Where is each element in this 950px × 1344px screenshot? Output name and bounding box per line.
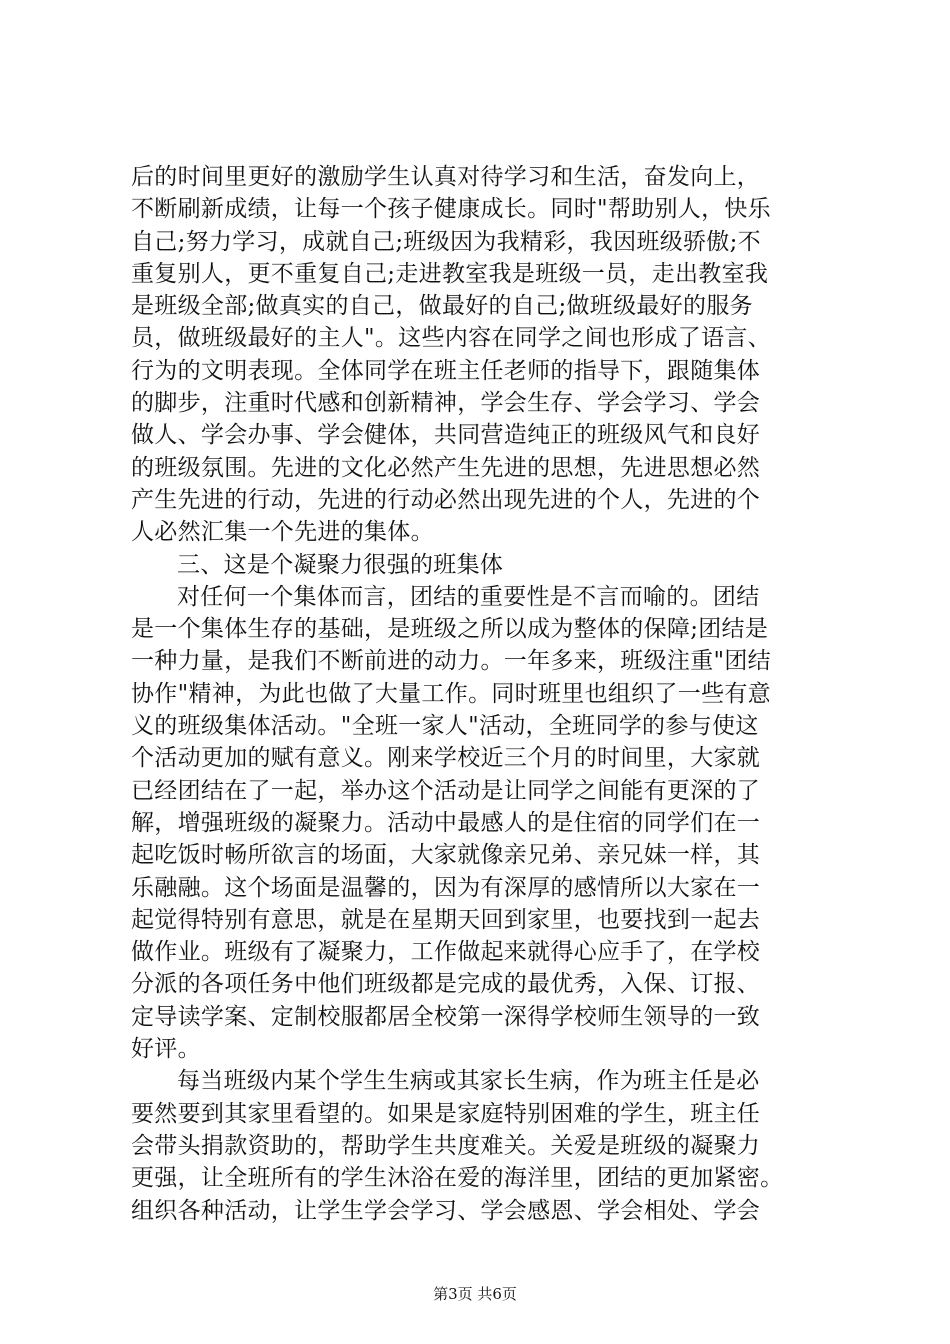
text-line: 的脚步，注重时代感和创新精神，学会生存、学会学习、学会 [131,390,761,417]
text-line: 起觉得特别有意思，就是在星期天回到家里，也要找到一起去 [131,906,761,933]
text-line: 会带头捐款资助的，帮助学生共度难关。关爱是班级的凝聚力 [131,1132,761,1159]
text-line: 定导读学案、定制校服都居全校第一深得学校师生领导的一致 [131,1003,761,1030]
text-line: 行为的文明表现。全体同学在班主任老师的指导下，跟随集体 [131,357,761,384]
section-heading: 三、这是个凝聚力很强的班集体 [177,551,504,578]
text-line: 个活动更加的赋有意义。刚来学校近三个月的时间里，大家就 [131,745,761,772]
text-line: 人必然汇集一个先进的集体。 [131,519,434,546]
text-line: 协作"精神，为此也做了大量工作。同时班里也组织了一些有意 [131,680,771,707]
text-line: 是一个集体生存的基础，是班级之所以成为整体的保障;团结是 [131,616,769,643]
text-line: 产生先进的行动，先进的行动必然出现先进的个人，先进的个 [131,486,761,513]
text-line: 分派的各项任务中他们班级都是完成的最优秀，入保、订报、 [131,971,761,998]
text-line: 做作业。班级有了凝聚力，工作做起来就得心应手了，在学校 [131,939,761,966]
text-line: 重复别人，更不重复自己;走进教室我是班级一员，走出教室我 [131,260,769,287]
text-line: 做人、学会办事、学会健体，共同营造纯正的班级风气和良好 [131,422,761,449]
paragraph-start: 每当班级内某个学生生病或其家长生病，作为班主任是必 [177,1068,760,1095]
text-line: 义的班级集体活动。"全班一家人"活动，全班同学的参与使这 [131,713,759,740]
text-line: 已经团结在了一起，举办这个活动是让同学之间能有更深的了 [131,777,761,804]
text-line: 乐融融。这个场面是温馨的，因为有深厚的感情所以大家在一 [131,874,761,901]
text-line: 更强，让全班所有的学生沐浴在爱的海洋里，团结的更加紧密。 [131,1165,784,1192]
paragraph-start: 对任何一个集体而言，团结的重要性是不言而喻的。团结 [177,583,760,610]
text-line: 解，增强班级的凝聚力。活动中最感人的是住宿的同学们在一 [131,809,761,836]
page-number-footer: 第3页 共6页 [433,1285,517,1303]
text-line: 起吃饭时畅所欲言的场面，大家就像亲兄弟、亲兄妹一样，其 [131,842,761,869]
text-line: 自己;努力学习，成就自己;班级因为我精彩，我因班级骄傲;不 [131,228,761,255]
text-line: 组织各种活动，让学生学会学习、学会感恩、学会相处、学会 [131,1197,761,1224]
text-line: 是班级全部;做真实的自己，做最好的自己;做班级最好的服务 [131,293,753,320]
text-line: 要然要到其家里看望的。如果是家庭特别困难的学生，班主任 [131,1100,761,1127]
text-line: 后的时间里更好的激励学生认真对待学习和生活，奋发向上， [131,164,761,190]
text-line: 一种力量，是我们不断前进的动力。一年多来，班级注重"团结 [131,648,771,675]
body-text [131,161,831,1227]
text-line: 员，做班级最好的主人"。这些内容在同学之间也形成了语言、 [131,325,771,352]
text-line: 不断刷新成绩，让每一个孩子健康成长。同时"帮助别人，快乐 [131,196,771,223]
text-line: 好评。 [131,1036,201,1063]
text-line: 的班级氛围。先进的文化必然产生先进的思想，先进思想必然 [131,454,761,481]
